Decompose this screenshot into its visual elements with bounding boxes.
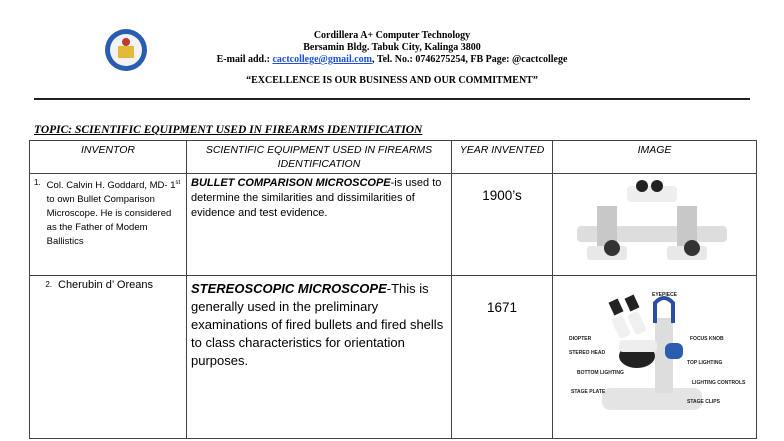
svg-text:STAGE CLIPS: STAGE CLIPS bbox=[687, 399, 720, 405]
table-row bbox=[30, 174, 757, 276]
svg-text:LIGHTING CONTROLS: LIGHTING CONTROLS bbox=[692, 380, 746, 386]
email-link[interactable]: cactcollege@gmail.com bbox=[272, 54, 372, 65]
motto: “EXCELLENCE IS OUR BUSINESS AND OUR COMMITMENT” bbox=[246, 75, 538, 86]
topic-title: TOPIC: SCIENTIFIC EQUIPMENT USED IN FIREARMS IDENTIFICATION bbox=[34, 124, 423, 136]
svg-text:BOTTOM LIGHTING: BOTTOM LIGHTING bbox=[577, 370, 624, 376]
year-invented: 1671 bbox=[452, 276, 553, 439]
svg-text:DIOPTER: DIOPTER bbox=[569, 336, 592, 342]
inventor: 2. Cherubin d’ Oreans bbox=[45, 279, 153, 291]
inventor: 1. Col. Calvin H. Goddard, MD- 1st to own Bullet Comparison Microscope. He is considered as the Father of Modem Ballistics bbox=[34, 178, 181, 248]
svg-text:STEREO HEAD: STEREO HEAD bbox=[569, 350, 606, 356]
table-header-row bbox=[30, 141, 757, 174]
org-address: Bersamin Bldg. Tabuk City, Kalinga 3800 bbox=[303, 42, 481, 53]
equipment-description: STEREOSCOPIC MICROSCOPE-This is generally used in the preliminary examinations of fired bullets and fired shells to class characteristics for orientation purposes. bbox=[187, 276, 452, 439]
col-header: IMAGE bbox=[553, 141, 757, 174]
table-row bbox=[30, 276, 757, 439]
org-name: Cordillera A+ Computer Technology bbox=[313, 30, 471, 41]
col-header: YEAR INVENTED bbox=[452, 141, 553, 174]
stereo-microscope-image bbox=[557, 278, 747, 428]
comparison-microscope-image bbox=[557, 176, 747, 268]
col-header: SCIENTIFIC EQUIPMENT USED IN FIREARMS IDENTIFICATION bbox=[187, 141, 452, 174]
org-contact: E-mail add.: cactcollege@gmail.com, Tel. No.: 0746275254, FB Page: @cactcollege bbox=[216, 54, 568, 65]
divider bbox=[34, 98, 750, 100]
equipment-description: BULLET COMPARISON MICROSCOPE-is used to determine the similarities and dissimilarities of evidence and test evidence. bbox=[187, 174, 452, 276]
svg-text:STAGE PLATE: STAGE PLATE bbox=[571, 389, 606, 395]
equipment-table bbox=[29, 140, 757, 439]
image-label: EYEPIECE bbox=[652, 292, 678, 298]
year-invented: 1900’s bbox=[452, 174, 553, 276]
svg-text:FOCUS KNOB: FOCUS KNOB bbox=[690, 336, 724, 342]
svg-text:TOP LIGHTING: TOP LIGHTING bbox=[687, 360, 723, 366]
col-header: INVENTOR bbox=[30, 141, 187, 174]
